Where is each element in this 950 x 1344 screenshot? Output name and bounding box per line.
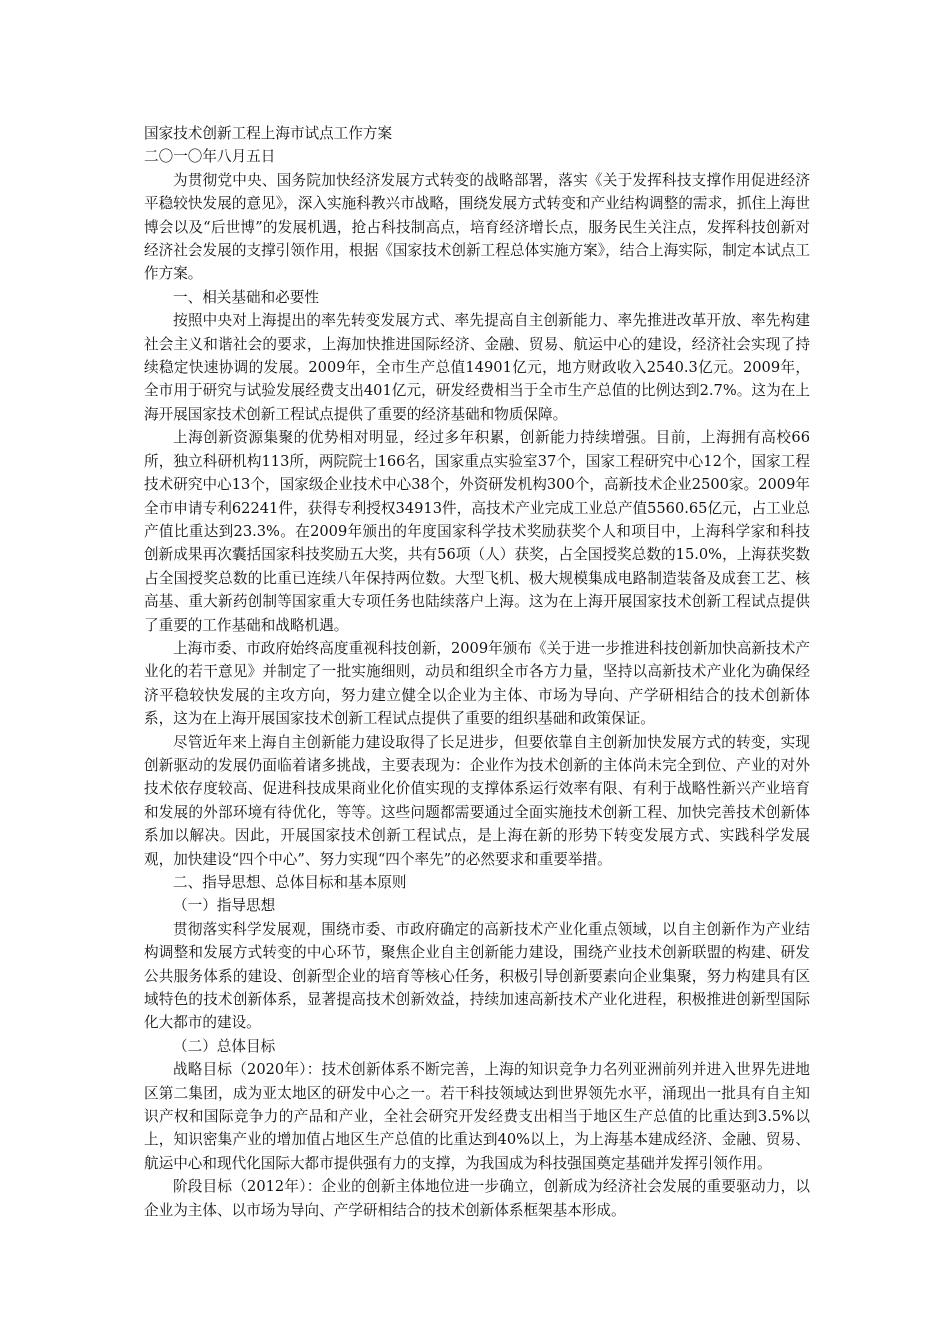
document-title: 国家技术创新工程上海市试点工作方案	[144, 125, 393, 142]
document-page	[144, 122, 810, 1222]
subsection-2-paragraph-2: 阶段目标（2012年）：企业的创新主体地位进一步确立，创新成为经济社会发展的重要驱动力，以企业为主体、以市场为导向、产学研相结合的技术创新体系框架基本形成。	[144, 1178, 810, 1219]
section-1-paragraph-4: 尽管近年来上海自主创新能力建设取得了长足进步，但要依靠自主创新加快发展方式的转变，实现创新驱动的发展仍面临着诸多挑战，主要表现为：企业作为技术创新的主体尚未完全到位、产业的对外技术依存度较高、促进科技成果商业化价值实现的支撑体系运行效率有限、有利于战略性新兴产业培育和发展的外部环境有待优化，等等。这些问题都需要通过全面实施技术创新工程、加快完善技术创新体系加以解决。因此，开展国家技术创新工程试点，是上海在新的形势下转变发展方式、实践科学发展观，加快建设“四个中心”、努力实现“四个率先”的必然要求和重要举措。	[144, 733, 810, 868]
section-1-paragraph-1: 按照中央对上海提出的率先转变发展方式、率先提高自主创新能力、率先推进改革开放、率先构建社会主义和谐社会的要求，上海加快推进国际经济、金融、贸易、航运中心的建设，经济社会实现了持续稳定快速协调的发展。2009年，全市生产总值14901亿元，地方财政收入2540.3亿元。2009年，全市用于研究与试验发展经费支出401亿元，研发经费相当于全市生产总值的比例达到2.7%。这为在上海开展国家技术创新工程试点提供了重要的经济基础和物质保障。	[144, 312, 810, 423]
section-1-paragraph-3: 上海市委、市政府始终高度重视科技创新，2009年颁布《关于进一步推进科技创新加快高新技术产业化的若干意见》并制定了一批实施细则，动员和组织全市各方力量，坚持以高新技术产业化为确保经济平稳较快发展的主攻方向，努力建立健全以企业为主体、市场为导向、产学研相结合的技术创新体系，这为在上海开展国家技术创新工程试点提供了重要的组织基础和政策保证。	[144, 639, 810, 728]
subsection-1-heading: （一）指导思想	[173, 897, 276, 915]
subsection-1-paragraph-1: 贯彻落实科学发展观，围绕市委、市政府确定的高新技术产业化重点领域，以自主创新作为产业结构调整和发展方式转变的中心环节，聚焦企业自主创新能力建设，围绕产业技术创新联盟的构建、研发公共服务体系的建设、创新型企业的培育等核心任务，积极引导创新要素向企业集聚，努力构建具有区域特色的技术创新体系，显著提高技术创新效益，持续加速高新技术产业化进程，积极推进创新型国际化大都市的建设。	[144, 920, 810, 1032]
subsection-2-heading: （二）总体目标	[173, 1037, 276, 1055]
section-1-paragraph-2: 上海创新资源集聚的优势相对明显，经过多年积累，创新能力持续增强。目前，上海拥有高校66所，独立科研机构113所，两院院士166名，国家重点实验室37个，国家工程研究中心12个，国家工程技术研究中心13个，国家级企业技术中心38个，外资研发机构300个，高新技术企业2500家。2009年全市申请专利62241件，获得专利授权34913件，高技术产业完成工业总产值5560.65亿元，占工业总产值比重达到23.3%。在2009年颁出的年度国家科学技术奖励获奖个人和项目中，上海科学家和科技创新成果再次囊括国家科技奖励五大奖，共有56项（人）获奖，占全国授奖总数的15.0%，上海获奖数占全国授奖总数的比重已连续八年保持两位数。大型飞机、极大规模集成电路制造装备及成套工艺、核高基、重大新药创制等国家重大专项任务也陆续落户上海。这为在上海开展国家技术创新工程试点提供了重要的工作基础和战略机遇。	[144, 429, 810, 634]
document-date: 二〇一〇年八月五日	[144, 148, 276, 166]
intro-paragraph: 为贯彻党中央、国务院加快经济发展方式转变的战略部署，落实《关于发挥科技支撑作用促进经济平稳较快发展的意见》，深入实施科教兴市战略，围绕发展方式转变和产业结构调整的需求，抓住上海世博会以及“后世博”的发展机遇，抢占科技制高点，培育经济增长点，服务民生关注点，发挥科技创新对经济社会发展的支撑引领作用，根据《国家技术创新工程总体实施方案》，结合上海实际，制定本试点工作方案。	[144, 171, 810, 283]
section-2-heading: 二、指导思想、总体目标和基本原则	[173, 874, 407, 891]
section-1-heading: 一、相关基础和必要性	[173, 288, 319, 306]
subsection-2-paragraph-1: 战略目标（2020年）：技术创新体系不断完善，上海的知识竞争力名列亚洲前列并进入世界先进地区第二集团，成为亚太地区的研发中心之一。若干科技领域达到世界领先水平，涌现出一批具有自主知识产权和国际竞争力的产品和产业，全社会研究开发经费支出相当于地区生产总值的比重达到3.5%以上，知识密集产业的增加值占地区生产总值的比重达到40%以上，为上海基本建成经济、金融、贸易、航运中心和现代化国际大都市提供强有力的支撑，为我国成为科技强国奠定基础并发挥引领作用。	[144, 1061, 810, 1172]
